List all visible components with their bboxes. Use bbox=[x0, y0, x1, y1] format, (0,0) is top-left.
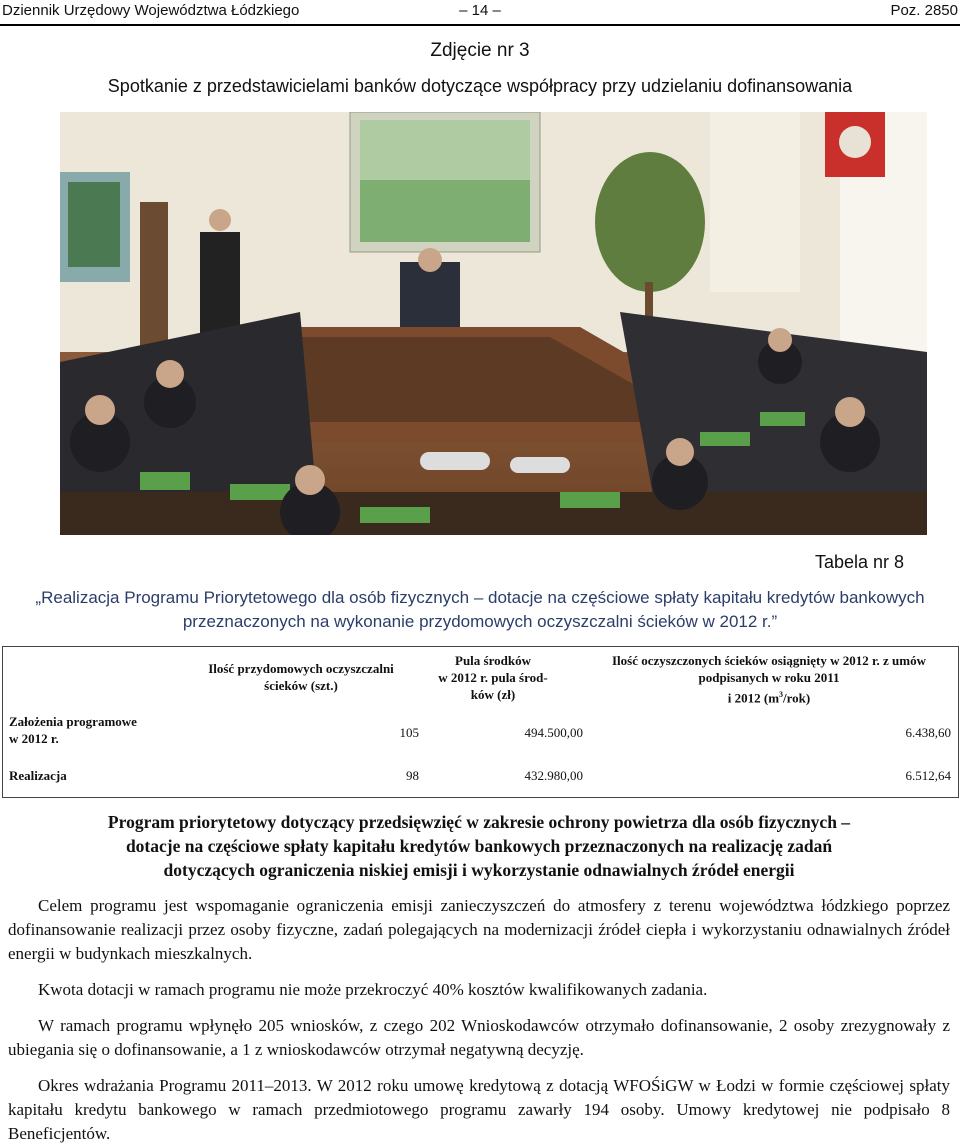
header-col-amount-line1: Pula środków bbox=[455, 653, 531, 668]
paragraph-goal: Celem programu jest wspomaganie ograniczenia emisji zanieczyszczeń do atmosfery z terenu województwa łódzkiego poprzez dofinansowanie realizacji przez osoby fizyczne, zadań polegających na modernizacji źródeł ciepła i wykorzystaniu odnawialnych źródeł energii w budynkach mieszkalnych. bbox=[8, 896, 950, 963]
section-title-line1: Program priorytetowy dotyczący przedsięwzięć w zakresie ochrony powietrza dla osób fizycznych – bbox=[107, 812, 851, 832]
photo-subcaption: Spotkanie z przedstawicielami banków dotyczące współpracy przy udzielaniu dofinansowania bbox=[107, 76, 853, 96]
table-description: „Realizacja Programu Priorytetowego dla osób fizycznych – dotacje na częściowe spłaty kapitału kredytów bankowych przeznaczonych na wykonanie przydomowych oczyszczalni ścieków w 2012 r.” bbox=[35, 588, 925, 631]
header-col-volume-line2: podpisanych w roku 2011 bbox=[698, 670, 840, 685]
table-title: Tabela nr 8 bbox=[814, 552, 904, 572]
page-number: – 14 – bbox=[459, 2, 501, 19]
journal-title: Dziennik Urzędowy Województwa Łódzkiego bbox=[2, 2, 300, 19]
row-volume: 6.438,60 bbox=[905, 725, 951, 740]
row-label bbox=[9, 767, 179, 784]
section-title-line2: dotacje na częściowe spłaty kapitału kredytów bankowych przeznaczonych na realizację zadań bbox=[125, 836, 833, 856]
row-label-line1: Założenia programowe bbox=[9, 714, 137, 729]
data-table bbox=[2, 646, 959, 798]
header-col-amount bbox=[423, 652, 563, 703]
header-col-volume-line3b: /rok) bbox=[783, 690, 811, 706]
section-title-line3: dotyczących ograniczenia niskiej emisji i wykorzystanie odnawialnych źródeł energii bbox=[163, 860, 795, 880]
row-label-line1: Realizacja bbox=[9, 768, 67, 783]
header-col-amount-line3: ków (zł) bbox=[470, 687, 516, 702]
header-col-volume-line3a: i 2012 (m bbox=[727, 690, 780, 706]
header-col-volume-line1: Ilość oczyszczonych ścieków osiągnięty w 2012 r. z umów bbox=[611, 653, 926, 668]
paragraph-grant-amount: Kwota dotacji w ramach programu nie może przekroczyć 40% kosztów kwalifikowanych zadania. bbox=[38, 980, 708, 999]
photo-caption: Zdjęcie nr 3 bbox=[430, 40, 530, 61]
header-col-volume-line3 bbox=[583, 686, 955, 706]
row-amount: 432.980,00 bbox=[524, 768, 583, 783]
paragraph-implementation: Okres wdrażania Programu 2011–2013. W 2012 roku umowę kredytową z dotacją WFOŚiGW w Łodzi w formie częściowej spłaty kapitału kredytu bankowego w ramach przedmiotowego programu zawarły 194 osoby. Umowy kredytowej nie podpisało 8 Beneficjentów. bbox=[8, 1076, 950, 1143]
header-col-amount-line2: w 2012 r. pula środ- bbox=[438, 670, 548, 685]
header-col-count: Ilość przydomowych oczyszczalni ścieków (szt.) bbox=[208, 661, 394, 693]
row-label-line2: w 2012 r. bbox=[9, 731, 59, 746]
row-label bbox=[9, 713, 179, 747]
header-col-volume bbox=[583, 652, 955, 706]
page-header bbox=[0, 0, 960, 26]
header-col-volume-sup: 3 bbox=[779, 690, 784, 699]
row-count: 105 bbox=[399, 725, 419, 740]
paragraph-applications: W ramach programu wpłynęło 205 wniosków, z czego 202 Wnioskodawców otrzymało dofinansowanie, 2 osoby zrezygnowały z ubiegania się o dofinansowanie, a 1 z wnioskodawców otrzymał negatywną decyzję. bbox=[8, 1016, 950, 1059]
row-volume: 6.512,64 bbox=[905, 768, 951, 783]
meeting-photo bbox=[60, 112, 927, 535]
position-number: Poz. 2850 bbox=[890, 2, 958, 19]
row-amount: 494.500,00 bbox=[524, 725, 583, 740]
section-title bbox=[14, 810, 944, 882]
row-count: 98 bbox=[406, 768, 419, 783]
